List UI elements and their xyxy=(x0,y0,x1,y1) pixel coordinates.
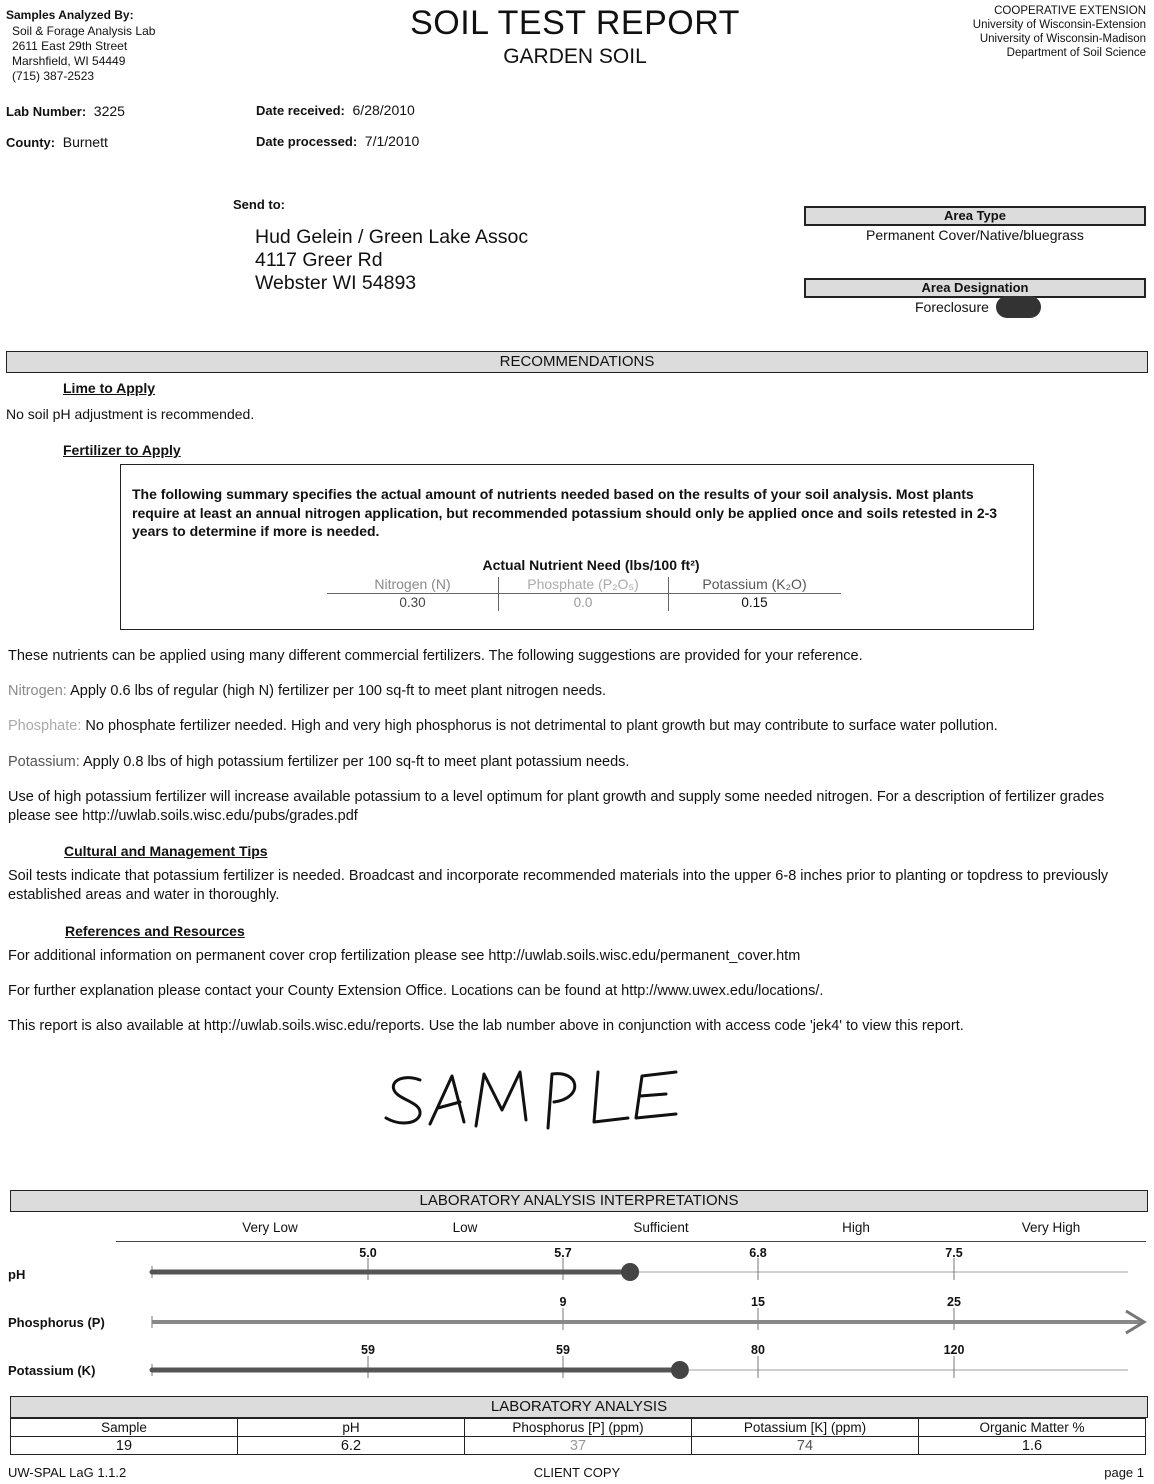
lab-number-label: Lab Number: xyxy=(6,104,87,119)
interp-bar-end xyxy=(621,1263,639,1281)
phosphorus-tick-label: 15 xyxy=(751,1295,765,1309)
footer-client-copy: CLIENT COPY xyxy=(533,1465,621,1480)
interpretation-bars xyxy=(0,1250,1154,1390)
nitrogen-label: Nitrogen: xyxy=(8,683,67,699)
date-received-label: Date received: xyxy=(256,103,345,118)
analysis-header-row xyxy=(11,1419,1146,1437)
category-sufficient: Sufficient xyxy=(633,1220,689,1235)
county xyxy=(6,134,108,150)
date-processed xyxy=(256,133,419,149)
lab-address-line: Marshfield, WI 54449 xyxy=(12,54,126,68)
sample-stamp xyxy=(380,1058,740,1148)
potassium-suggestion xyxy=(8,753,1138,772)
nutrients-intro: These nutrients can be applied using many different commercial fertilizers. The following suggestions are provided for your reference. xyxy=(8,648,863,664)
fertilizer-heading: Fertilizer to Apply xyxy=(63,442,181,458)
category-high: High xyxy=(842,1220,870,1235)
date-processed-label: Date processed: xyxy=(256,134,358,149)
ph-tick-label: 5.7 xyxy=(554,1246,572,1260)
potassium-tick-label: 80 xyxy=(751,1343,765,1357)
nitrogen-suggestion xyxy=(8,682,1138,701)
analysis-value-ph: 6.2 xyxy=(238,1437,465,1455)
report-title: SOIL TEST REPORT xyxy=(410,4,740,42)
fertilizer-summary-box xyxy=(120,464,1034,630)
analysis-col-ph: pH xyxy=(238,1419,465,1437)
analysis-value-row xyxy=(11,1437,1146,1455)
ph-tick-label: 7.5 xyxy=(945,1246,963,1260)
category-rule xyxy=(116,1241,1146,1242)
date-received-value: 6/28/2010 xyxy=(352,102,415,118)
potassium-label: Potassium: xyxy=(8,754,80,770)
reference-cover-crop: For additional information on permanent cover crop fertilization please see http://uwlab.soils.wisc.edu/permanent_cover.htm xyxy=(8,948,801,964)
analysis-table xyxy=(10,1418,1146,1455)
analysis-value-organic-matter: 1.6 xyxy=(919,1437,1146,1455)
nutrient-need-table xyxy=(327,575,841,611)
lab-address-line: (715) 387-2523 xyxy=(12,69,95,83)
extension-line: University of Wisconsin-Madison xyxy=(979,33,1146,45)
nutrient-table-rule xyxy=(327,593,841,594)
interp-row-label-ph: pH xyxy=(8,1267,26,1282)
references-heading: References and Resources xyxy=(65,923,245,939)
category-low: Low xyxy=(452,1220,478,1235)
fertilizer-summary-text: The following summary specifies the actual amount of nutrients needed based on the results of your soil analysis. Most plants require at least an annual nitrogen application, but recommended potassium should only be applied once and soils retested in 2-3 years to determine if more is needed. xyxy=(132,486,998,539)
potassium-text: Apply 0.8 lbs of high potassium fertilizer per 100 sq-ft to meet plant potassium needs. xyxy=(82,754,630,770)
date-processed-value: 7/1/2010 xyxy=(364,133,420,149)
lab-header-label: Samples Analyzed By: xyxy=(6,8,134,22)
category-very-high: Very High xyxy=(1021,1220,1081,1235)
report-subtitle: GARDEN SOIL xyxy=(503,45,647,68)
nutrient-col-nitrogen: Nitrogen (N) xyxy=(374,576,451,592)
extension-line: COOPERATIVE EXTENSION xyxy=(994,5,1146,17)
footer-page-number: page 1 xyxy=(1104,1465,1144,1480)
interpretations-header: LABORATORY ANALYSIS INTERPRETATIONS xyxy=(10,1190,1148,1212)
date-received xyxy=(256,102,415,118)
lab-address xyxy=(12,24,155,84)
area-designation-value: Foreclosure xyxy=(915,299,989,315)
ph-tick-label: 5.0 xyxy=(359,1246,377,1260)
nutrient-value-potassium: 0.15 xyxy=(741,595,768,610)
analysis-col-sample: Sample xyxy=(11,1419,238,1437)
lime-text: No soil pH adjustment is recommended. xyxy=(6,406,255,422)
analysis-col-phosphorus: Phosphorus [P] (ppm) xyxy=(465,1419,692,1437)
area-designation-header: Area Designation xyxy=(804,278,1146,298)
send-to-line: 4117 Greer Rd xyxy=(255,249,383,271)
extension-line: Department of Soil Science xyxy=(1006,47,1146,59)
potassium-tick-label: 59 xyxy=(361,1343,375,1357)
analysis-col-organic-matter: Organic Matter % xyxy=(919,1419,1146,1437)
lab-address-line: Soil & Forage Analysis Lab xyxy=(12,24,156,38)
interp-bar-end xyxy=(671,1361,689,1379)
potassium-tick-label: 120 xyxy=(943,1343,965,1357)
grades-text: Use of high potassium fertilizer will increase available potassium to a level optimum for plant growth and supply some needed nitrogen. For a description of fertilizer grades please see http://uwlab.soils.wisc.edu/pubs/grades.pdf xyxy=(8,789,1105,824)
nutrient-value-phosphate: 0.0 xyxy=(573,595,593,610)
analysis-header: LABORATORY ANALYSIS xyxy=(10,1396,1148,1418)
nutrient-need-title: Actual Nutrient Need (lbs/100 ft²) xyxy=(482,557,700,573)
redaction-mark xyxy=(996,296,1041,318)
phosphorus-tick-label: 25 xyxy=(947,1295,961,1309)
tips-heading: Cultural and Management Tips xyxy=(64,843,268,859)
lab-number-value: 3225 xyxy=(93,103,125,119)
send-to-line: Webster WI 54893 xyxy=(255,272,417,294)
nutrient-value-nitrogen: 0.30 xyxy=(399,595,426,610)
area-type-value: Permanent Cover/Native/bluegrass xyxy=(866,227,1084,243)
send-to-line: Hud Gelein / Green Lake Assoc xyxy=(255,226,529,248)
nutrient-col-potassium: Potassium (K₂O) xyxy=(702,576,807,592)
analysis-value-sample: 19 xyxy=(11,1437,238,1455)
county-value: Burnett xyxy=(62,134,108,150)
interp-row-label-potassium: Potassium (K) xyxy=(8,1363,96,1378)
category-very-low: Very Low xyxy=(242,1220,298,1235)
extension-block xyxy=(973,4,1146,60)
phosphate-text: No phosphate fertilizer needed. High and very high phosphorus is not detrimental to plant growth but may contribute to surface water pollution. xyxy=(85,718,998,734)
send-to-label: Send to: xyxy=(233,197,285,212)
ph-tick-label: 6.8 xyxy=(749,1246,767,1260)
analysis-value-phosphorus: 37 xyxy=(465,1437,692,1455)
potassium-tick-label: 59 xyxy=(556,1343,570,1357)
recommendations-header: RECOMMENDATIONS xyxy=(6,351,1148,373)
reference-online-report: This report is also available at http://uwlab.soils.wisc.edu/reports. Use the lab number above in conjunction with access code 'jek4' to view this report. xyxy=(8,1018,964,1034)
phosphate-label: Phosphate: xyxy=(8,718,82,734)
extension-line: University of Wisconsin-Extension xyxy=(972,19,1146,31)
area-type-header: Area Type xyxy=(804,206,1146,226)
tips-text: Soil tests indicate that potassium fertilizer is needed. Broadcast and incorporate recommended materials into the upper 6-8 inches prior to planting or topdress to previously established areas and water in thoroughly. xyxy=(8,868,1109,903)
nitrogen-text: Apply 0.6 lbs of regular (high N) fertilizer per 100 sq-ft to meet plant nitrogen needs. xyxy=(70,683,607,699)
reference-extension-office: For further explanation please contact your County Extension Office. Locations can be found at http://www.uwex.edu/locations/. xyxy=(8,983,824,999)
interp-row-label-phosphorus: Phosphorus (P) xyxy=(8,1315,105,1330)
sample-stamp-text: SAMPLE xyxy=(380,1058,385,1059)
county-label: County: xyxy=(6,135,56,150)
phosphorus-tick-label: 9 xyxy=(559,1295,567,1309)
nutrient-col-phosphate: Phosphate (P₂O₅) xyxy=(527,576,639,592)
analysis-col-potassium: Potassium [K] (ppm) xyxy=(692,1419,919,1437)
lab-number xyxy=(6,103,125,119)
send-to-address xyxy=(255,226,528,295)
lime-heading: Lime to Apply xyxy=(63,380,156,396)
phosphate-suggestion xyxy=(8,717,1138,736)
analysis-value-potassium: 74 xyxy=(692,1437,919,1455)
lab-address-line: 2611 East 29th Street xyxy=(12,39,128,53)
footer-form-id: UW-SPAL LaG 1.1.2 xyxy=(8,1465,127,1480)
